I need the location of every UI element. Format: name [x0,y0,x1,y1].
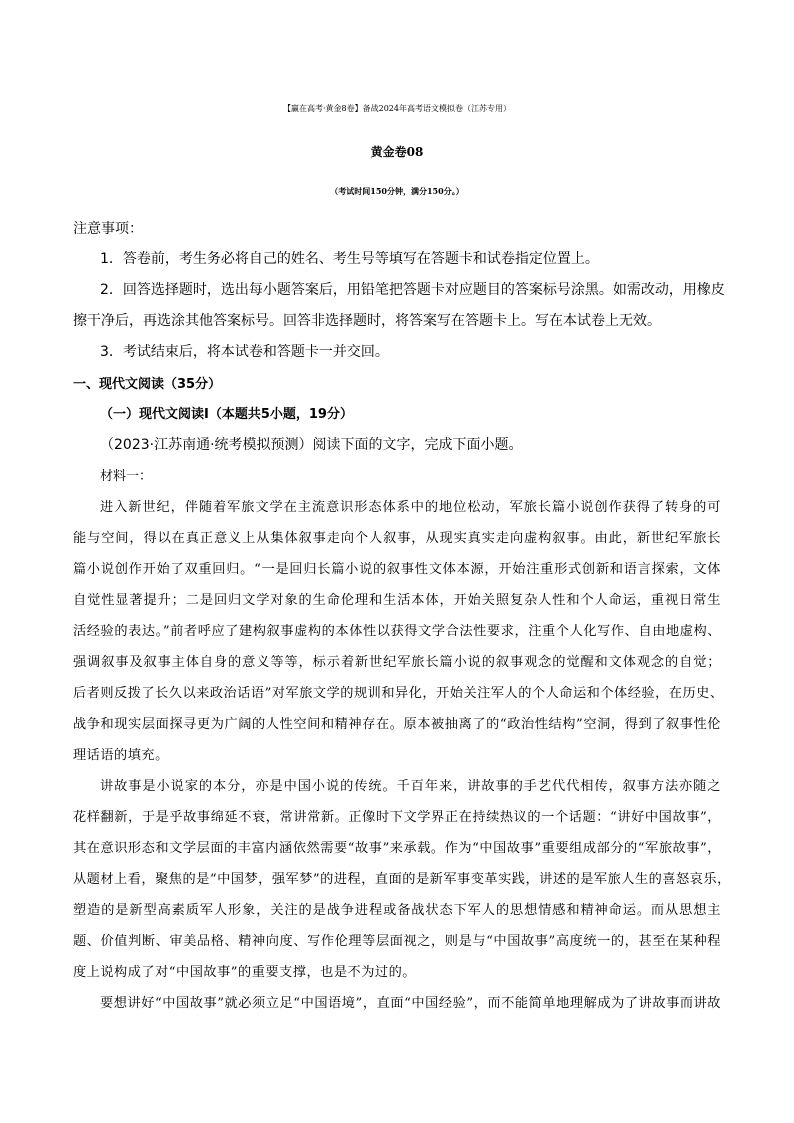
notice-item-3: 3．考试结束后，将本试卷和答题卡一并交回。 [100,344,389,360]
article-line: 活经验的表达。”前者呼应了建构叙事虚构的本体性以获得文学合法性要求，注重个人化写作、自由地虚构、 [73,624,721,639]
article-line: 要想讲好“中国故事”就必须立足“中国语境”，直面“中国经验”，而不能简单地理解成为了讲故事而讲故 [100,996,721,1011]
notice-item-1: 1．答卷前，考生务必将自己的姓名、考生号等填写在答题卡和试卷指定位置上。 [100,251,599,267]
article-line: 自觉性显著提升；二是回归文学对象的生命伦理和生活本体，开始关照复杂人性和个人命运，重视日常生 [73,593,721,608]
article-line: 题、价值判断、审美品格、精神向度、写作伦理等层面视之，则是与“中国故事”高度统一的，甚至在某种程 [73,934,721,949]
article-line: 篇小说创作开始了双重回归。“一是回归长篇小说的叙事性文体本源，开始注重形式创新和语言探索，文体 [73,562,721,577]
article-line: 后者则反拨了长久以来政治话语”对军旅文学的规训和异化，开始关注军人的个人命运和个体经验，在历史、 [73,686,724,701]
article-line: 塑造的是新型高素质军人形象，关注的是战争进程或备战状态下军人的思想情感和精神命运。而从思想主 [73,903,721,918]
exam-time-note: （考试时间150分钟，满分150分。） [330,186,464,196]
article-line: 理话语的填充。 [73,748,169,763]
material-label: 材料一： [100,469,153,484]
article-line: 度上说构成了对“中国故事”的重要支撑，也是不为过的。 [73,965,416,980]
article-line: 花样翻新，于是乎故事绵延不衰，常讲常新。正像时下文学界正在持续热议的一个话题：“讲好中国故事”， [73,810,721,825]
article-line: 其在意识形态和文学层面的丰富内涵依然需要“故事”来承载。作为“中国故事”重要组成部分的“军旅故事”， [73,841,721,856]
reading-instruction: （2023·江苏南通·统考模拟预测）阅读下面的文字，完成下面小题。 [100,437,523,453]
article-line: 能与空间，得以在真正意义上从集体叙事走向个人叙事，从现实真实走向虚构叙事。由此，新世纪军旅长 [73,531,721,546]
notice-item-2-line-2: 擦干净后，再选涂其他答案标号。回答非选择题时，将答案写在答题卡上。写在本试卷上无效。 [73,313,661,329]
notice-item-2-line-1: 2．回答选择题时，选出每小题答案后，用铅笔把答题卡对应题目的答案标号涂黑。如需改动，用橡皮 [100,282,725,298]
subsection-heading: （一）现代文阅读Ⅰ（本题共5小题，19分） [100,407,353,422]
exam-series-title: 【赢在高考·黄金8卷】备战2024年高考语文模拟卷（江苏专用） [283,104,511,113]
article-line: 进入新世纪，伴随着军旅文学在主流意识形态体系中的地位松动，军旅长篇小说创作获得了转身的可 [100,500,721,515]
section-heading: 一、现代文阅读（35分） [73,377,222,392]
exam-paper-title: 黄金卷08 [370,145,424,159]
article-line: 战争和现实层面探寻更为广阔的人性空间和精神存在。原本被抽离了的“政治性结构”空洞，得到了叙事性伦 [73,717,721,732]
article-line: 从题材上看，聚焦的是“中国梦，强军梦”的进程，直面的是新军事变革实践，讲述的是军旅人生的喜怒哀乐， [73,872,731,887]
article-line: 讲故事是小说家的本分，亦是中国小说的传统。千百年来，讲故事的手艺代代相传，叙事方法亦随之 [100,779,721,794]
article-line: 强调叙事及叙事主体自身的意义等等，标示着新世纪军旅长篇小说的叙事观念的觉醒和文体观念的自觉； [73,655,721,670]
notice-heading: 注意事项： [73,221,143,237]
